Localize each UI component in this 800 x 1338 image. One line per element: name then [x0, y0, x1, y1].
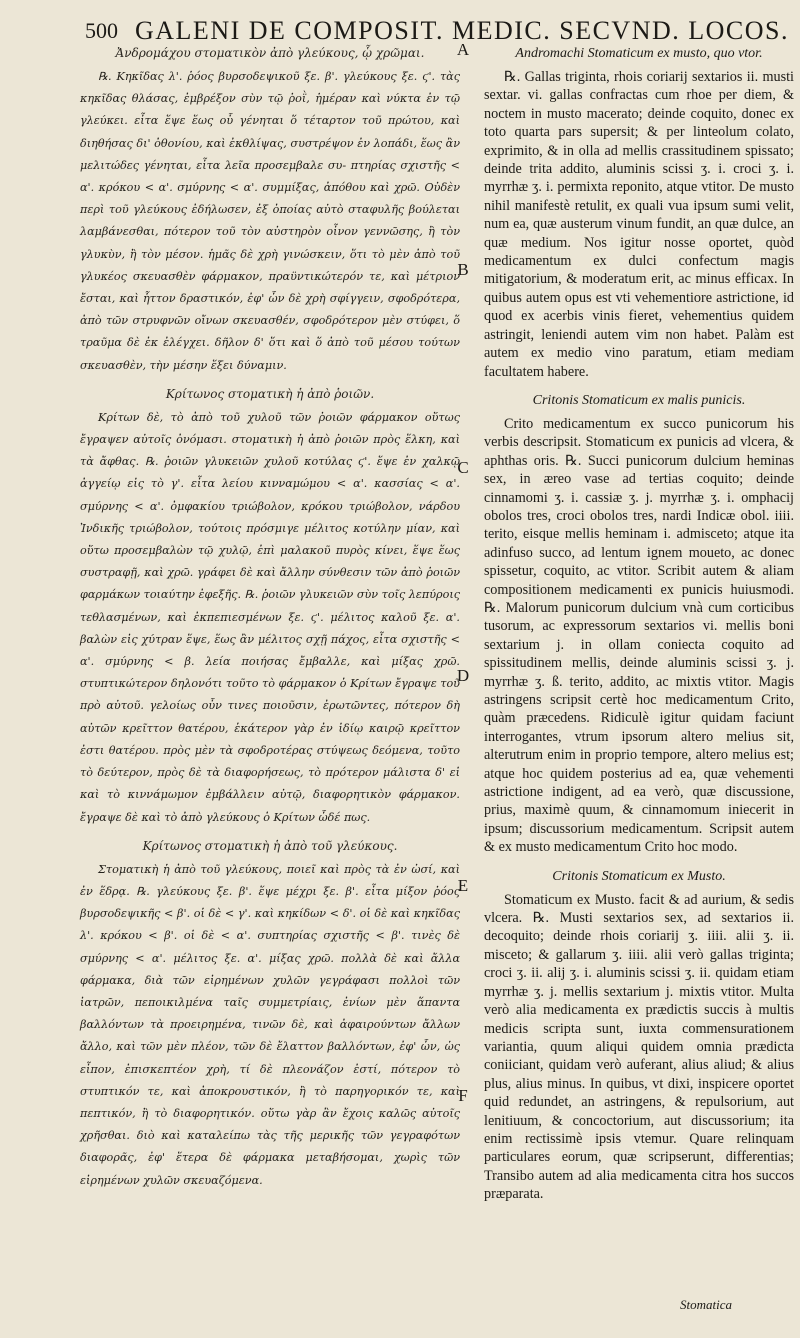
margin-letter-f: F: [458, 1086, 468, 1105]
greek-section-heading: Κρίτωνος στοματικὴ ἡ ἀπὸ τοῦ γλεύκους.: [142, 838, 398, 853]
latin-paragraph: Stomaticum ex Musto. facit & ad aurium, & sedis vlcera. ℞. Musti sextarios sex, ad sextarios ii. decoquito; deinde rhois coriarij ʒ. iiii. alii ʒ. ii. misceto; & gallarum ʒ. iiii. alii verò gallas triginta; croci ʒ. ii. alij ʒ. i. aluminis scissi ʒ. ii. quidam etiam myrrhæ ʒ. j. mellis sextarium j. mixtis vtitor. Multa verò alia medicamenta ex prædictis succis à multis medicis scripta sunt, iuxta commensurationem variantia, quum aliqui quidem omnia prædicta coniiciant, quidam verò auferant, alius aliud; & alius plus, alius minus. In quibus, vt dixi, inspicere oportet quid redundet, an astringens, & repulsorium, aut lenitiuum, & concoctorium, aut discussorium; ita enim rectissimè ipsis vtemur. Quare relinquam particulares eorum, quæ scripserunt, differentias; Transibo autem ad alia medicamenta citra hos succos præparata.: [484, 891, 794, 1203]
latin-column: [484, 46, 794, 1204]
greek-section: [80, 387, 460, 829]
latin-section: [484, 869, 794, 1204]
greek-column: [80, 46, 460, 1192]
latin-section-heading: Critonis Stomaticum ex malis punicis.: [532, 392, 746, 408]
catchword: Stomatica: [680, 1297, 732, 1312]
greek-section-heading: Ἀνδρομάχου στοματικὸν ἀπὸ γλεύκους, ᾧ χρῶμαι.: [115, 46, 425, 60]
greek-paragraph: Κρίτων δὲ, τὸ ἀπὸ τοῦ χυλοῦ τῶν ῥοιῶν φάρμακον οὕτως ἔγραψεν αὐτοῖς ὀνόμασι. στοματικὴ ἡ ἀπὸ ῥοιῶν πρὸς ἕλκη, καὶ τὰ ἄφθας. ℞. ῥοιῶν γλυκειῶν χυλοῦ κοτύλας ϛ'. ἕψε ἐν χαλκῷ ἀγγείῳ εἰς τὸ γ'. εἶτα λείου κινναμώμου < α'. κασσίας < α'. σμύρνης < α'. ὀμφακίου τριώβολον, κρόκου τριώβολον, νάρδου Ἰνδικῆς τριώβολον, τούτοις πρόσμιγε μέλιτος κοτύλην μίαν, καὶ οὕτω προσεμβαλὼν τῷ χυλῷ, ἐπὶ μαλακοῦ πυρὸς κίνει, ἕψε ἕως συστραφῇ, καὶ χρῶ. γράφει δὲ καὶ ἄλλην σύνθεσιν τῶν ἀπὸ ῥοιῶν φαρμάκων τοιαύτην ἐφεξῆς. ℞. ῥοιῶν γλυκειῶν σὺν τοῖς λεπύροις τεθλασμένων, καὶ ἐκπεπιεσμένων ξε. ϛ'. μέλιτος καλοῦ ξε. α'. βαλὼν εἰς χύτραν ἕψε, ἕως ἂν μέλιτος σχῇ πάχος, εἶτα σχιστῆς < α'. σμύρνης < β. λεία ποιήσας ἔμβαλλε, καὶ μίξας χρῶ. στυπτικώτερον δηλονότι τοῦτο τὸ φάρμακον ὁ Κρίτων ἔγραψε τοῦ πρὸ αὐτοῦ. γελοίως οὖν τινες ποιοῦσιν, ἐρωτῶντες, πότερον δὴ αὐτῶν κρεῖττον θατέρου, ἑκάτερον γὰρ ἐν ἰδίῳ καιρῷ κρεῖττον ἐστι θατέρου. πρὸς μὲν τὰ σφοδροτέρας στύψεως δεόμενα, τοῦτο τὸ δεύτερον, πρὸς δὲ τὰ διαφορήσεως, τὸ πρότερον μάλιστα δ' εἰ καὶ τὸ κιννάμωμον ἐμβάλλειν αὐτῷ, διαφορητικὸν φάρμακον. ἔγραψε δὲ καὶ τὸ ἀπὸ γλεύκους ὁ Κρίτων ὧδέ πως.: [80, 410, 460, 824]
margin-letter-c: C: [457, 458, 469, 477]
latin-paragraph: ℞. Gallas triginta, rhois coriarij sextarios ii. musti sextar. vi. gallas confractas cum rhoe per diem, & noctem in musto macerato; deinde coquito, donec ex toto quarta pars supersit; & per linteolum colato, exprimito, & in olla ad mellis crassitudinem spissato; deinde trita addito, aluminis scissi ʒ. i. croci ʒ. i. myrrhæ ʒ. i. permixta reponito, atque vtitor. De musto nihil manifestè retulit, ex quali vua ipsum sumi velit, num ea, quæ austerum vinum fundit, an quæ dulce, an quæ medium. Nos igitur nosse oportet, quòd medicamentum ex dulci confectum magis mitigatorium, & moderatum erit, ac minus efficax. In quibus autem opus est vti vehementiore astrictione, id quod ex acerbis vinis fieret, vehementius quidem astringit, leniendi autem vim non habet. Palàm est autem ex medio vino paratum, etiam mediam facultatem habere.: [484, 69, 794, 380]
greek-section: [80, 839, 460, 1192]
running-head: [0, 16, 800, 44]
latin-section-heading: Andromachi Stomaticum ex musto, quo vtor.: [515, 46, 763, 61]
latin-paragraph: Crito medicamentum ex succo punicorum his verbis descripsit. Stomaticum ex punicis ad vlcera, & aphthas oris. ℞. Succi punicorum dulcium heminas sex, in æreo vase ad tertias coquito; deinde cinnamomi ʒ. i. cassiæ ʒ. j. myrrhæ ʒ. i. omphacij obolos tres, croci obolos tres, nardi Indicæ obol. iiii. terito, eisque mellis heminam i. admisceto; atque ita adinfuso succo, ad lentum ignem moueto, ac donec spissetur, coquito, ac vtitor. Scribit autem & aliam compositionem medicamenti ex punicis huiusmodi. ℞. Malorum punicorum dulcium vnà cum corticibus tusorum, ac expressorum sextarios vi. mellis boni sextarium j. in ollam coniecta coquito ad spissitudinem mellis, deinde aluminis scissi ʒ. j. myrrhæ ʒ. ß. terito, addito, ac mixtis vtitor. Magis astringens scripsit certè hoc medicamentum Crito, quàm præcedens. Ridiculè igitur quidam faciunt interrogantes, vtrum ipsorum altero melius sit, alterutrum enim in proprio tempore, altero melius est; atque hoc quidem posterius ad ea, quæ vehementi astrictione indigent, ad ea verò, quæ discussione, prius, maximè quum, & cinnamomum iniecerit in ipsum; discussorium medicamentum. Scripsit autem & ex musto medicamentum Crito hoc modo.: [484, 415, 794, 856]
latin-section-heading: Critonis Stomaticum ex Musto.: [552, 868, 726, 884]
running-title: GALENI DE COMPOSIT. MEDIC. SECVND. LOCOS.: [135, 16, 789, 45]
greek-paragraph: Στοματικὴ ἡ ἀπὸ τοῦ γλεύκους, ποιεῖ καὶ πρὸς τὰ ἐν ὠσί, καὶ ἐν ἕδρᾳ. ℞. γλεύκους ξε. β'. ἕψε μέχρι ξε. β'. εἶτα μίξον ῥόος βυρσοδεψικῆς < β'. οἱ δὲ < γ'. καὶ κηκίδων < δ'. οἱ δὲ καὶ κηκῖδας λ'. κρόκου < β'. οἱ δὲ < α'. συπτηρίας σχιστῆς < β'. τινὲς δὲ σμύρνης < α'. μέλιτος ξε. α'. μίξας χρῶ. πολλὰ δὲ καὶ ἄλλα φάρμακα, διὰ τῶν εἰρημένων χυλῶν γεγράφασι πολλοὶ τῶν ἰατρῶν, πεποικιλμένα ταῖς συμμετρίαις, ἐνίων μὲν ἅπαντα βαλλόντων τὰ προειρημένα, τινῶν δὲ, καὶ ἀφαιρούντων ἄλλων ἄλλο, καὶ τῶν μὲν πλέον, τῶν δὲ ἔλαττον βαλλόντων, ἐφ' ὧν, ὡς εἶπον, ἐπισκεπτέον χρὴ, τί δὲ πλεονάζον ἐστί, πότερον τὸ στυπτικόν τε, καὶ ἀποκρουστικόν, ἢ τὸ παρηγορικόν τε, καὶ πεπτικόν, ἢ τὸ διαφορητικόν. οὕτω γὰρ ἂν ἔχοις καλῶς αὐτοῖς χρῆσθαι. διὸ καὶ καταλείπω τὰς τῆς μερικῆς τῶν γεγραφότων διαφορᾶς, ἐφ' ἕτερα δὲ φάρμακα μεταβήσομαι, χωρὶς τῶν εἰρημένων χυλῶν σκευαζόμενα.: [80, 862, 460, 1187]
page-number: 500: [85, 18, 118, 43]
greek-section-heading: Κρίτωνος στοματικὴ ἡ ἀπὸ ῥοιῶν.: [165, 386, 375, 401]
greek-section: [80, 46, 460, 377]
latin-section: [484, 393, 794, 857]
latin-section: [484, 46, 794, 381]
greek-paragraph: ℞. Κηκῖδας λ'. ῥόος βυρσοδεψικοῦ ξε. β'. γλεύκους ξε. ϛ'. τὰς κηκῖδας θλάσας, ἐμβρέξον σὺν τῷ ῥοῒ, ἡμέραν καὶ νύκτα ἐν τῷ γλεύκει. εἶτα ἕψε ἕως οὗ γένηται ὅ τέταρτον τοῦ πρώτου, καὶ διηθήσας δι' ὀθονίου, καὶ ἐκθλίψας, συστρέψον ἐν λοπάδι, ἕως ἂν μελιτώδες γένηται, εἶτα λεῖα προσεμβαλε συ- πτηρίας σχιστῆς < α'. κρόκου < α'. σμύρνης < α'. συμμίξας, ἀπόθου καὶ χρῶ. Οὐδὲν περὶ τοῦ γλεύκους ἐδήλωσεν, ἐξ ὁποίας αὐτὸ σταφυλῆς βούλεται λαμβάνεσθαι, πότερον τοῦ τὸν αὐστηρὸν οἶνον γεννῶσης, ἢ τὸν γλυκὺν, ἢ τὸν μέσον. ἡμᾶς δὲ χρὴ γινώσκειν, ὅτι τὸ μὲν ἀπὸ τοῦ γλυκέος σκευασθὲν φάρμακον, πραϋντικώτερόν τε, καὶ μέτριον ἔσται, καὶ ἧττον δραστικόν, ἐφ' ὧν δὲ χρὴ σφίγγειν, σφοδρότερα, ἀπὸ τῶν στρυφνῶν οἴνων σκευασθέν, σφοδρότερον μὲν στύφει, ὅ τραῦμα δὲ ἐκ ἐλέγχει. δῆλον δ' ὅτι καὶ ὅ ἀπὸ τοῦ μέσου τούτων σκευασθὲν, τὴν μέσην ἕξει δύναμιν.: [80, 70, 460, 372]
margin-letter-b: B: [457, 260, 469, 279]
margin-letter-d: D: [456, 666, 470, 685]
margin-letter-e: E: [457, 876, 469, 895]
margin-letter-a: A: [456, 40, 470, 59]
